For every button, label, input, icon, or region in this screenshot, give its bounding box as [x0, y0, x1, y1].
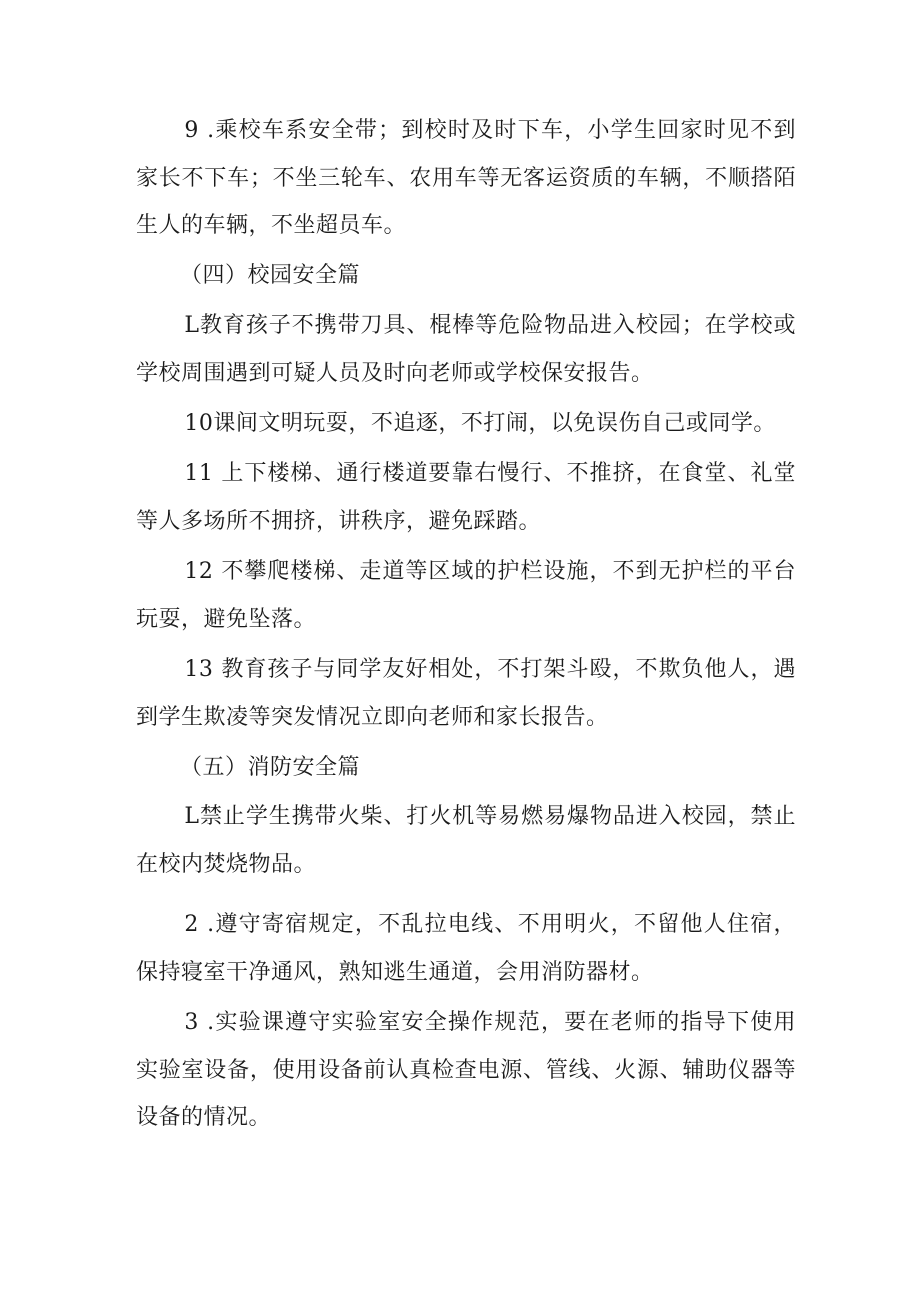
paragraph-10-recess: 10课间文明玩耍，不追逐，不打闹，以免误伤自己或同学。	[184, 411, 776, 436]
section-heading-fire-safety: （五）消防安全篇	[180, 755, 361, 780]
paragraph-1-flammables: L禁止学生携带火柴、打火机等易燃易爆物品进入校园，禁止在校内焚烧物品。	[136, 804, 796, 877]
paragraph-9-school-bus: 9 .乘校车系安全带；到校时及时下车，小学生回家时见不到家长不下车；不坐三轮车、农用车等无客运资质的车辆，不顺搭陌生人的车辆，不坐超员车。	[136, 118, 796, 238]
paragraph-3-laboratory: 3 .实验课遵守实验室安全操作规范，要在老师的指导下使用实验室设备，使用设备前认真检查电源、管线、火源、辅助仪器等设备的情况。	[136, 1010, 796, 1130]
paragraph-11-stairs: 11 上下楼梯、通行楼道要靠右慢行、不推挤，在食堂、礼堂等人多场所不拥挤，讲秩序，避免踩踏。	[136, 461, 796, 534]
section-heading-campus-safety: （四）校园安全篇	[180, 263, 361, 288]
paragraph-12-railings: 12 不攀爬楼梯、走道等区域的护栏设施，不到无护栏的平台玩耍，避免坠落。	[136, 559, 796, 632]
paragraph-1-dangerous-items: L教育孩子不携带刀具、棍棒等危险物品进入校园；在学校或学校周围遇到可疑人员及时向老师或学校保安报告。	[136, 313, 796, 386]
paragraph-13-bullying: 13 教育孩子与同学友好相处，不打架斗殴，不欺负他人，遇到学生欺凌等突发情况立即向老师和家长报告。	[136, 657, 796, 730]
paragraph-2-dormitory: 2 .遵守寄宿规定，不乱拉电线、不用明火，不留他人住宿，保持寝室干净通风，熟知逃生通道，会用消防器材。	[136, 912, 796, 985]
